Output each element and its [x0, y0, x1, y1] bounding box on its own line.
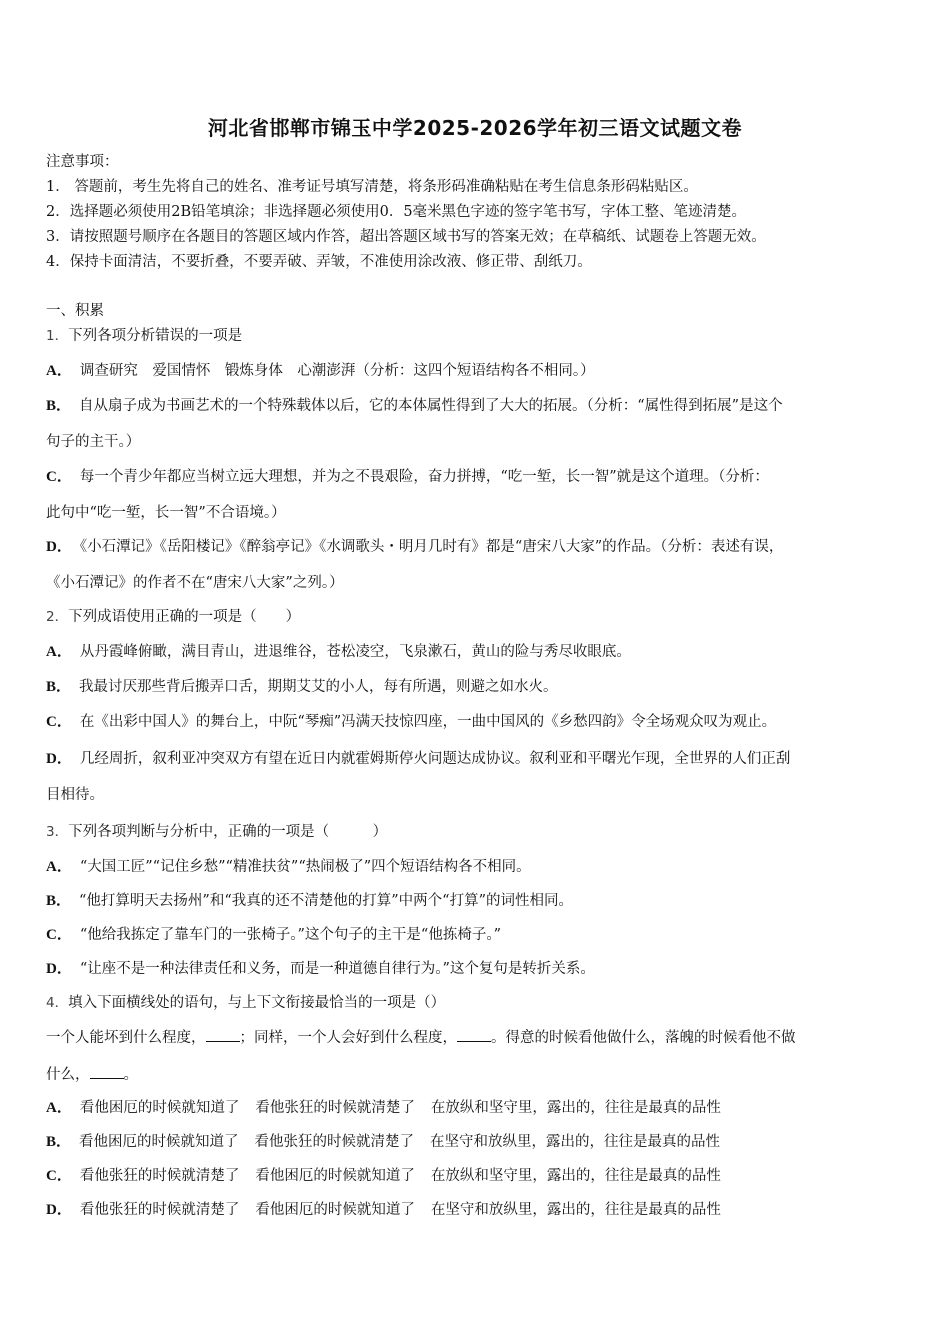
option-label: C．: [46, 1168, 72, 1184]
q1-option-b: B． 自从扇子成为书画艺术的一个特殊载体以后，它的本体属性得到了大大的拓展。（分析：“属性得到拓展”是这个: [46, 398, 783, 414]
option-label: A．: [46, 644, 72, 660]
notice-item-1: 1． 答题前，考生先将自己的姓名、准考证号填写清楚，将条形码准确粘贴在考生信息条形码粘贴区。: [46, 179, 698, 195]
option-label: B．: [46, 398, 72, 414]
q3-option-c: C． “他给我拣定了靠车门的一张椅子。”这个句子的主干是“他拣椅子。”: [46, 927, 501, 943]
question-number: 4．: [46, 995, 69, 1011]
q2-option-b: B． 我最讨厌那些背后搬弄口舌，期期艾艾的小人，每有所遇，则避之如水火。: [46, 679, 558, 695]
option-label: D．: [46, 751, 72, 767]
option-label: C．: [46, 469, 72, 485]
question-number: 3．: [46, 824, 69, 840]
option-label: C．: [46, 714, 72, 730]
q1-option-b-cont: 句子的主干。）: [46, 434, 141, 450]
option-label: D．: [46, 1202, 72, 1218]
q4-passage-line-1: 一个人能坏到什么程度， ；同样，一个人会好到什么程度， 。得意的时候看他做什么，落魄的时候看他不做: [46, 1030, 796, 1046]
question-number: 1．: [46, 328, 69, 344]
q1-option-d-cont: 《小石潭记》的作者不在“唐宋八大家”之列。）: [46, 575, 344, 591]
notice-item-3: 3．请按照题号顺序在各题目的答题区域内作答，超出答题区域书写的答案无效；在草稿纸、试题卷上答题无效。: [46, 229, 766, 245]
answer-blank[interactable]: [206, 1028, 240, 1042]
q1-option-d: D． 《小石潭记》《岳阳楼记》《醉翁亭记》《水调歌头・明月几时有》都是“唐宋八大家”的作品。（分析：表述有误，: [46, 539, 784, 555]
q3-option-b: B． “他打算明天去扬州”和“我真的还不清楚他的打算”中两个“打算”的词性相同。: [46, 893, 573, 909]
q1-option-c-cont: 此句中“吃一堑，长一智”不合语境。）: [46, 505, 286, 521]
q4-passage-line-2: 什么， 。: [46, 1067, 138, 1083]
option-label: D．: [46, 961, 72, 977]
option-label: C．: [46, 927, 72, 943]
section-heading: 一、积累: [46, 303, 104, 319]
q1-option-c: C． 每一个青少年都应当树立远大理想，并为之不畏艰险，奋力拼搏，“吃一堑，长一智”就是这个道理。（分析：: [46, 469, 769, 485]
notice-item-4: 4．保持卡面清洁，不要折叠，不要弄破、弄皱，不准使用涂改液、修正带、刮纸刀。: [46, 254, 592, 270]
question-3-stem: 3．下列各项判断与分析中，正确的一项是（ ）: [46, 824, 388, 840]
q4-option-d: D． 看他张狂的时候就清楚了 看他困厄的时候就知道了 在坚守和放纵里，露出的，往往是最真的品性: [46, 1202, 721, 1218]
q2-option-d-cont: 目相待。: [46, 787, 104, 803]
q2-option-d: D． 几经周折，叙利亚冲突双方有望在近日内就霍姆斯停火问题达成协议。叙利亚和平曙光乍现，全世界的人们正刮: [46, 751, 791, 767]
question-2-stem: 2．下列成语使用正确的一项是（ ）: [46, 609, 301, 625]
q3-option-d: D． “让座不是一种法律责任和义务，而是一种道德自律行为。”这个复句是转折关系。: [46, 961, 595, 977]
question-1-stem: 1．下列各项分析错误的一项是: [46, 328, 243, 344]
q2-option-c: C． 在《出彩中国人》的舞台上，中阮“琴痴”冯满天技惊四座，一曲中国风的《乡愁四韵》令全场观众叹为观止。: [46, 714, 777, 730]
option-label: B．: [46, 1134, 72, 1150]
option-label: A．: [46, 363, 72, 379]
answer-blank[interactable]: [90, 1065, 124, 1079]
question-number: 2．: [46, 609, 69, 625]
notice-item-2: 2．选择题必须使用2B铅笔填涂；非选择题必须使用0．5毫米黑色字迹的签字笔书写，字体工整、笔迹清楚。: [46, 204, 747, 220]
option-label: B．: [46, 679, 72, 695]
page-title: 河北省邯郸市锦玉中学2025-2026学年初三语文试题文卷: [207, 116, 743, 140]
q2-option-a: A． 从丹霞峰俯瞰，满目青山，进退维谷，苍松凌空，飞泉漱石，黄山的险与秀尽收眼底。: [46, 644, 631, 660]
answer-blank[interactable]: [457, 1028, 491, 1042]
q4-option-c: C． 看他张狂的时候就清楚了 看他困厄的时候就知道了 在放纵和坚守里，露出的，往往是最真的品性: [46, 1168, 721, 1184]
option-label: D．: [46, 539, 72, 555]
q1-option-a: A． 调查研究 爱国情怀 锻炼身体 心潮澎湃（分析：这四个短语结构各不相同。）: [46, 363, 595, 379]
question-4-stem: 4．填入下面横线处的语句，与上下文衔接最恰当的一项是（）: [46, 995, 446, 1011]
option-label: A．: [46, 859, 72, 875]
q3-option-a: A． “大国工匠”“记住乡愁”“精准扶贫”“热闹极了”四个短语结构各不相同。: [46, 859, 531, 875]
option-label: A．: [46, 1100, 72, 1116]
q4-option-a: A． 看他困厄的时候就知道了 看他张狂的时候就清楚了 在放纵和坚守里，露出的，往往是最真的品性: [46, 1100, 721, 1116]
q4-option-b: B． 看他困厄的时候就知道了 看他张狂的时候就清楚了 在坚守和放纵里，露出的，往往是最真的品性: [46, 1134, 721, 1150]
notice-heading: 注意事项：: [46, 154, 119, 170]
option-label: B．: [46, 893, 72, 909]
